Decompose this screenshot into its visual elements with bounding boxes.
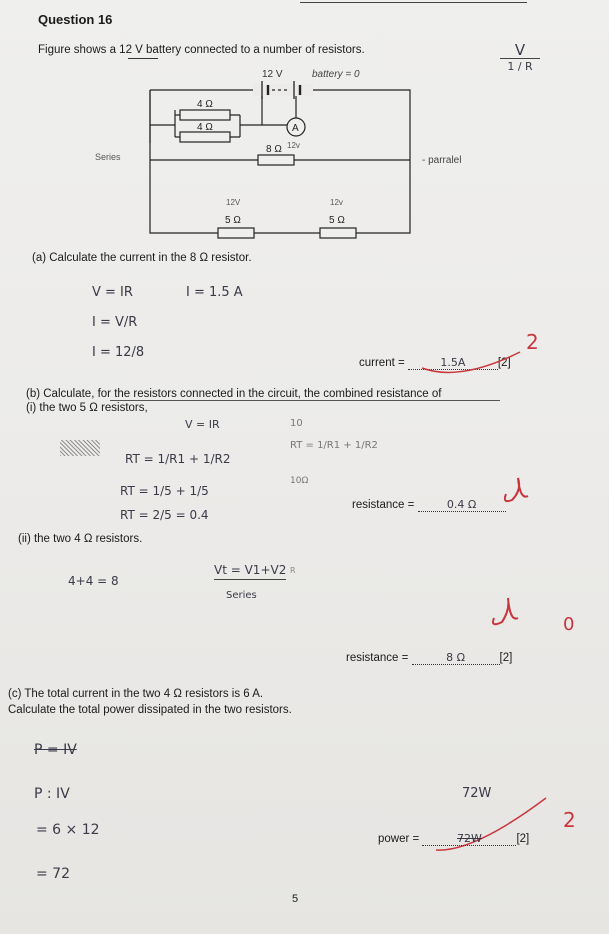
part-b-i-answer-label: resistance =: [352, 499, 418, 511]
hw-1-over-r: 1 / R: [500, 58, 540, 75]
page-number: 5: [292, 893, 299, 905]
label-4ohm-bottom: 4 Ω: [197, 122, 213, 133]
part-c-marks: [2]: [516, 833, 530, 845]
question-intro: Figure shows a 12 V battery connected to a number of resistors.: [38, 44, 365, 56]
hw-series: Series: [95, 152, 121, 162]
top-rule: [300, 2, 527, 3]
part-b-underline: [110, 400, 500, 401]
rt-scribble-icon: [60, 440, 100, 456]
part-b-ii-marks: [2]: [499, 652, 513, 664]
part-b-question: (b) Calculate, for the resistors connected in the circuit, the combined resistance of: [26, 388, 442, 400]
part-c-answer-correction: 72W: [462, 786, 492, 801]
part-a-working-3: I = 12/8: [92, 345, 145, 360]
part-b-i-cross: [500, 470, 540, 510]
part-c-working-2: P : IV: [34, 786, 70, 802]
part-c-question-2: Calculate the total power dissipated in the two resistors.: [8, 704, 292, 716]
part-c-answer-label: power =: [378, 833, 423, 845]
resistor-8ohm: [258, 155, 294, 165]
part-b-working-rt-grey: RT = 1/R1 + 1/R2: [290, 440, 378, 451]
part-b-ii-working-3: Series: [226, 590, 257, 601]
part-b-working-rt2: RT = 1/5 + 1/5: [120, 484, 209, 498]
part-c-answer-row: [378, 832, 529, 846]
hw-12v-5right: 12v: [330, 198, 343, 207]
label-5ohm-left: 5 Ω: [225, 215, 241, 226]
part-a-tick: [420, 348, 530, 388]
part-b-ii-answer-row: [346, 651, 512, 665]
part-b-ii-answer-label: resistance =: [346, 652, 412, 664]
part-a-answer-label: current =: [359, 357, 408, 369]
label-5ohm-right: 5 Ω: [329, 215, 345, 226]
battery-icon: [262, 81, 300, 99]
resistor-4ohm-bottom: [180, 132, 230, 142]
label-4ohm-top: 4 Ω: [197, 99, 213, 110]
part-b-ii-answer: 8 Ω: [446, 651, 465, 664]
question-title: Question 16: [38, 12, 113, 27]
part-c-answer: 72W: [457, 832, 482, 845]
part-c-working-3: = 6 × 12: [36, 822, 100, 838]
part-b-working-rt3: RT = 2/5 = 0.4: [120, 508, 209, 522]
part-a-working-4: I = 1.5 A: [186, 285, 243, 300]
hw-v: V: [514, 41, 526, 59]
ammeter-label: A: [292, 123, 299, 134]
hw-12v-5left: 12V: [226, 198, 241, 207]
part-c-tick: [434, 792, 554, 862]
part-b-i-answer-row: [352, 498, 506, 512]
part-a-question: (a) Calculate the current in the 8 Ω resistor.: [32, 252, 252, 264]
part-a-working-2: I = V/R: [92, 315, 138, 330]
part-b-working-10: 10: [290, 418, 303, 429]
part-b-i-answer: 0.4 Ω: [446, 498, 477, 511]
hw-12v-8ohm: 12v: [287, 141, 300, 150]
part-b-sub-i: (i) the two 5 Ω resistors,: [26, 402, 148, 414]
wire-4ohm-branch: [150, 90, 175, 143]
part-a-working-1: V = IR: [92, 285, 133, 300]
part-b-working-vir: V = IR: [185, 418, 220, 431]
part-b-working-10ohm: 10Ω: [290, 476, 309, 486]
resistor-4ohm-top: [180, 110, 230, 120]
hw-12v-battery: 12 V: [262, 69, 283, 80]
part-c-working-4: = 72: [36, 866, 70, 882]
circuit-diagram: [0, 55, 609, 245]
part-a-marks: [2]: [497, 357, 511, 369]
part-b-ii-working-4: R: [290, 566, 296, 575]
part-b-ii-score: 0: [563, 614, 575, 635]
part-a-score: 2: [526, 330, 539, 354]
part-a-answer: 1.5A: [440, 356, 466, 369]
label-8ohm: 8 Ω: [266, 144, 282, 155]
part-b-working-rt1: RT = 1/R1 + 1/R2: [125, 452, 231, 466]
part-c-score: 2: [563, 808, 576, 832]
part-b-ii-working-2: Vt = V1+V2: [214, 563, 286, 580]
part-b-sub-ii: (ii) the two 4 Ω resistors.: [18, 533, 143, 545]
part-b-ii-cross: [488, 592, 528, 632]
part-c-question-1: (c) The total current in the two 4 Ω resistors is 6 A.: [8, 688, 264, 700]
part-c-working-1: P = IV: [34, 742, 77, 758]
resistor-5ohm-right: [320, 228, 356, 238]
hw-battery-note: battery = 0: [312, 69, 360, 80]
part-b-ii-working-1: 4+4 = 8: [68, 574, 119, 588]
resistor-5ohm-left: [218, 228, 254, 238]
hw-parallel: - parralel: [422, 155, 462, 166]
